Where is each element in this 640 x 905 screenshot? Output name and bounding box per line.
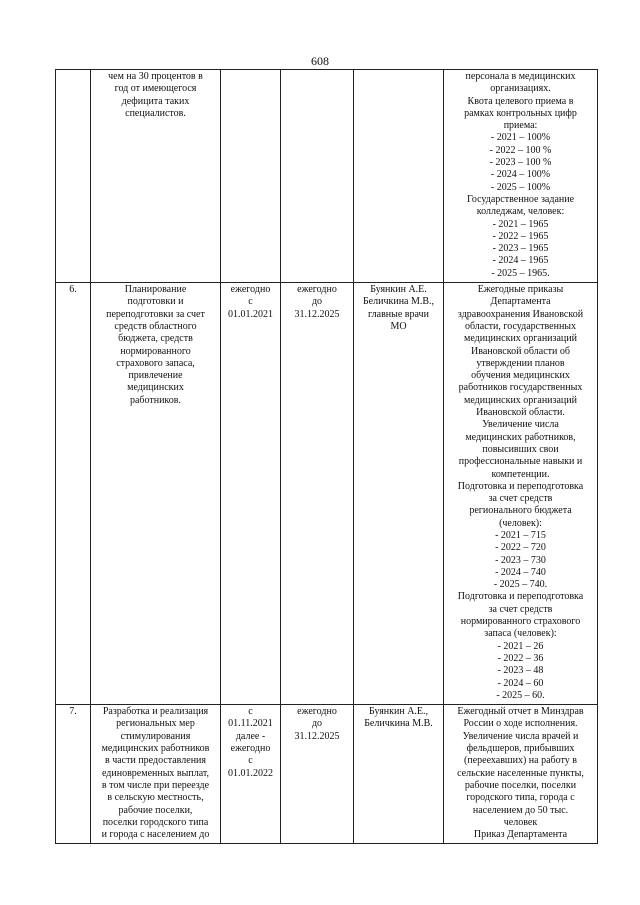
cell-text-line: Подготовка и переподготовка [457,591,584,603]
cell-text-line: - 2023 – 48 [497,665,544,677]
page-number: 608 [311,54,329,68]
cell-text-line: - 2023 – 730 [495,554,546,566]
cell-text-line: Подготовка и переподготовка [457,480,584,492]
cell-text-line: области, государственных [464,320,577,332]
cell-text-line: - 2021 – 100% [490,132,551,144]
cell-text-line: и города с населением до [101,829,210,841]
cell-text-line: 31.12.2025 [294,730,340,742]
cell-text-line: - 2025 – 100% [490,181,551,193]
cell-text-line: страхового запаса, [116,357,195,369]
cell-text-line: ежегодно [297,706,337,718]
cell-text-line: специалистов. [125,107,186,119]
cell-text-line: - 2022 – 36 [497,652,544,664]
cell-text-line: Ивановской области. [476,407,565,419]
cell-text-line: - 2024 – 740 [495,566,546,578]
cell-text-line: - 2024 – 1965 [492,255,549,267]
row-number-cell: 7. [56,705,91,844]
cell-text-line: медицинских работников, [465,431,576,443]
cell-text-line: главные врачи [368,308,429,320]
cell-text-line: ежегодно [230,284,271,296]
cell-text-line: Разработка и реализация [102,706,209,718]
action-plan-table [55,69,598,844]
cell-text-line: единовременных выплат, [101,767,210,779]
cell-text-line: рабочие поселки, поселки [464,779,577,791]
cell-text-line: приема: [503,120,538,132]
cell-text-line: далее - [235,730,266,742]
end-date-cell [281,70,354,283]
action-cell [91,705,221,844]
cell-text-line: год от имеющегося [114,83,197,95]
cell-text-line: России о ходе исполнения. [463,718,578,730]
cell-text-line: медицинских организаций [464,394,577,406]
cell-text-line: колледжам, человек: [476,206,565,218]
cell-text-line: человек [503,816,538,828]
cell-text-line: - 2023 – 100 % [489,157,552,169]
start-date-cell [221,705,281,844]
cell-text-line: - 2021 – 1965 [492,218,549,230]
cell-text-line: фельдшеров, прибывших [466,743,575,755]
end-date-cell [281,283,354,705]
cell-text-line: нормированного [120,345,191,357]
result-cell [444,705,598,844]
cell-text-line: подготовки и [127,296,184,308]
cell-text-line: переподготовки за счет [106,308,205,320]
row-number-cell [56,70,91,283]
cell-text-line: ежегодно [297,284,337,296]
cell-text-line: средств областного [114,320,197,332]
cell-text-line: с [248,755,253,767]
cell-text-line: - 2022 – 1965 [492,230,549,242]
cell-text-line: 01.01.2021 [228,308,273,320]
cell-text-line: рамках контрольных цифр [464,107,577,119]
cell-text-line: МО [390,320,407,332]
cell-text-line: в части предоставления [104,755,207,767]
cell-text-line: Планирование [124,284,187,296]
cell-text-line: Приказ Департамента [473,829,568,841]
cell-text-line: - 2021 – 26 [497,640,544,652]
cell-text-line: здравоохранения Ивановской [457,308,584,320]
cell-text-line: поселки городского типа [102,816,209,828]
cell-text-line: в сельскую местность, [107,792,204,804]
cell-text-line: 01.01.2022 [228,767,273,779]
cell-text-line: повысивших свои [482,443,559,455]
cell-text-line: привлечение [128,370,183,382]
cell-text-line: дефицита таких [121,95,190,107]
cell-text-line: утверждении планов [476,357,565,369]
cell-text-line: в том числе при переезде [101,779,210,791]
cell-text-line: - 2024 – 100% [490,169,551,181]
cell-text-line: - 2024 – 60 [497,677,544,689]
result-cell [444,283,598,705]
cell-text-line: сельские населенные пункты, [457,767,584,779]
cell-text-line: - 2025 – 740. [493,579,548,591]
cell-text-line: медицинских работников [101,743,210,755]
cell-text-line: Увеличение числа врачей и [462,730,579,742]
start-date-cell [221,70,281,283]
cell-text-line: персонала в медицинских [465,71,576,82]
cell-text-line: Буянкин А.Е. [370,284,427,296]
cell-text-line: нормированного страхового [460,616,581,628]
cell-text-line: запаса (человек): [484,628,557,640]
cell-text-line: - 2022 – 720 [495,542,546,554]
cell-text-line: Ежегодный отчет в Минздрав [457,706,584,718]
table-row [56,283,598,705]
cell-text-line: до [311,296,323,308]
cell-text-line: стимулирования [120,730,191,742]
responsible-cell [354,70,444,283]
cell-text-line: городского типа, города с [466,792,575,804]
cell-text-line: рабочие поселки, [118,804,193,816]
cell-text-line: работников. [129,394,182,406]
cell-text-line: организациях. [490,83,551,95]
table-row [56,70,598,283]
cell-text-line: Ивановской области об [471,345,570,357]
responsible-cell [354,705,444,844]
action-cell [91,70,221,283]
cell-text-line: 31.12.2025 [294,308,340,320]
cell-text-line: работников государственных [458,382,583,394]
cell-text-line: - 2025 – 1965. [491,267,550,279]
table-row [56,705,598,844]
cell-text-line: - 2022 – 100 % [489,144,552,156]
cell-text-line: Департамента [490,296,551,308]
result-cell [444,70,598,283]
cell-text-line: 01.11.2021 [228,718,273,730]
cell-text-line: Буянкин А.Е., [368,706,429,718]
cell-text-line: ежегодно [230,743,271,755]
cell-text-line: Увеличение числа [482,419,559,431]
cell-text-line: до [311,718,323,730]
row-number-cell: 6. [56,283,91,705]
cell-text-line: (переехавших) на работу в [464,755,577,767]
cell-text-line: Беличкина М.В., [362,296,435,308]
end-date-cell [281,705,354,844]
cell-text-line: (человек): [499,517,542,529]
cell-text-line: бюджета, средств [118,333,193,345]
action-cell [91,283,221,705]
cell-text-line: регионального бюджета [469,505,572,517]
cell-text-line: региональных мер [116,718,195,730]
cell-text-line: Квота целевого приема в [467,95,574,107]
responsible-cell [354,283,444,705]
cell-text-line: Беличкина М.В. [364,718,433,730]
cell-text-line: медицинских [127,382,184,394]
cell-text-line: - 2023 – 1965 [492,243,549,255]
cell-text-line: профессиональные навыки и [458,456,583,468]
cell-text-line: компетенции. [491,468,550,480]
cell-text-line: населением до 50 тыс. [472,804,569,816]
cell-text-line: медицинских организаций [464,333,577,345]
cell-text-line: с [248,706,253,718]
cell-text-line: с [248,296,253,308]
cell-text-line: обучения медицинских [471,370,570,382]
start-date-cell [221,283,281,705]
cell-text-line: Государственное задание [466,193,575,205]
cell-text-line: чем на 30 процентов в [108,71,203,82]
cell-text-line: - 2021 – 715 [495,529,546,541]
cell-text-line: за счет средств [488,493,553,505]
cell-text-line: - 2025 – 60. [496,689,545,701]
cell-text-line: за счет средств [488,603,553,615]
cell-text-line: Ежегодные приказы [477,284,564,296]
